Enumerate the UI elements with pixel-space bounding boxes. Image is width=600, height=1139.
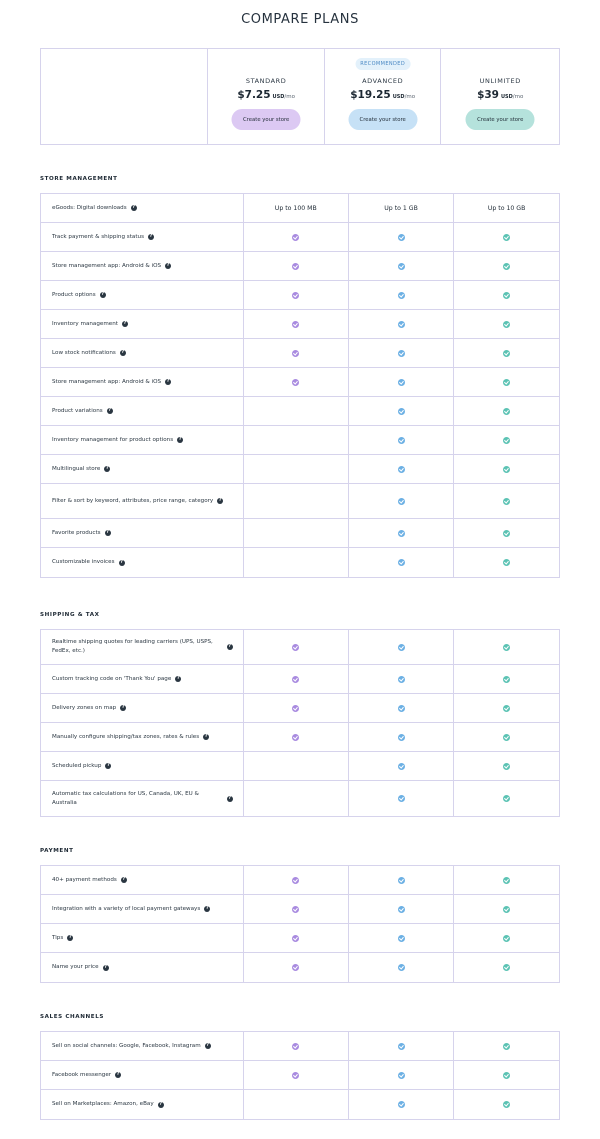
help-icon[interactable]: ?: [228, 795, 231, 801]
plan-cell-standard: [244, 1032, 349, 1060]
plan-name: STANDARD: [245, 77, 287, 85]
plan-cell-advanced: [349, 281, 454, 309]
table-row: [41, 752, 559, 781]
feature-label-cell: [41, 484, 244, 518]
help-icon[interactable]: ?: [106, 466, 109, 471]
check-icon: [503, 559, 510, 566]
check-icon: [398, 379, 405, 386]
plan-cell-advanced: [349, 484, 454, 518]
price-period: /mo: [512, 94, 524, 100]
feature-label: Inventory management for product options: [52, 436, 174, 443]
table-row: [41, 665, 559, 694]
check-icon: [292, 734, 299, 741]
plan-cell-unlimited: [454, 866, 559, 894]
feature-label: Filter & sort by keyword, attributes, price range, category: [52, 497, 214, 504]
plan-name: ADVANCED: [362, 77, 404, 85]
table-row: [41, 368, 559, 397]
plan-cell-standard: [244, 665, 349, 693]
plan-cell-advanced: [349, 752, 454, 780]
plan-cell-standard: Up to 100 MB: [244, 194, 349, 222]
plan-cell-unlimited: [454, 1032, 559, 1060]
plan-cell-standard: [244, 1090, 349, 1119]
plan-cell-advanced: [349, 781, 454, 816]
plan-cell-advanced: [349, 397, 454, 425]
help-icon[interactable]: ?: [178, 437, 182, 442]
check-icon: [398, 877, 405, 884]
check-icon: [398, 795, 405, 802]
price-value: $19.25: [350, 89, 391, 101]
table-row: [41, 866, 559, 895]
table-shipping-tax: [40, 629, 560, 817]
check-icon: [292, 676, 299, 683]
create-store-button-advanced[interactable]: Create your store: [348, 109, 417, 130]
check-icon: [503, 644, 510, 651]
plan-cell-advanced: [349, 866, 454, 894]
check-icon: [503, 1072, 510, 1079]
table-row: [41, 194, 559, 223]
plan-name: UNLIMITED: [479, 77, 521, 85]
check-icon: [503, 705, 510, 712]
plan-cell-advanced: [349, 223, 454, 251]
help-icon[interactable]: ?: [205, 906, 209, 911]
plan-standard: [208, 49, 325, 144]
table-row: [41, 339, 559, 368]
table-row: [41, 455, 559, 484]
table-row: [41, 781, 559, 816]
feature-label-cell: [41, 895, 244, 923]
feature-label: Sell on Marketplaces: Amazon, eBay: [52, 1101, 154, 1107]
plan-cell-standard: [244, 281, 349, 309]
help-icon[interactable]: ?: [120, 559, 123, 565]
check-icon: [398, 530, 405, 537]
help-icon[interactable]: ?: [206, 1043, 209, 1048]
plan-cell-unlimited: [454, 548, 559, 577]
help-icon[interactable]: ?: [218, 498, 222, 503]
check-icon: [292, 1043, 299, 1050]
price-currency: USD: [392, 94, 405, 100]
check-icon: [503, 234, 510, 241]
feature-label: Track payment & shipping status: [52, 233, 144, 240]
plan-cell-unlimited: [454, 953, 559, 982]
table-row: [41, 630, 559, 665]
section-title-sales-channels: SALES CHANNELS: [40, 1014, 105, 1020]
feature-label: Favorite products: [52, 529, 101, 536]
plan-cell-advanced: [349, 924, 454, 952]
check-icon: [292, 350, 299, 357]
table-row: [41, 924, 559, 953]
plan-cell-advanced: [349, 548, 454, 577]
plan-cell-standard: [244, 223, 349, 251]
plan-cell-advanced: [349, 519, 454, 547]
check-icon: [292, 234, 299, 241]
feature-label: Customizable invoices: [52, 559, 115, 565]
plan-cell-advanced: [349, 310, 454, 338]
feature-label-cell: [41, 1032, 244, 1060]
plan-cell-unlimited: Up to 10 GB: [487, 204, 526, 212]
price-period: /mo: [404, 94, 416, 100]
plan-cell-unlimited: [454, 752, 559, 780]
feature-label: Custom tracking code on 'Thank You' page: [52, 675, 172, 682]
plan-price: [325, 89, 441, 101]
table-row: [41, 1061, 559, 1090]
check-icon: [398, 705, 405, 712]
plan-cell-standard: [244, 781, 349, 816]
feature-label: Inventory management: [52, 320, 118, 327]
check-icon: [503, 935, 510, 942]
help-icon[interactable]: ?: [101, 292, 104, 297]
plan-cell-advanced: [349, 694, 454, 722]
feature-label: Integration with a variety of local payment gateways: [52, 905, 201, 912]
plan-price: [441, 89, 559, 101]
plan-cell-standard: [244, 953, 349, 982]
plan-cell-advanced: [349, 630, 454, 664]
help-icon[interactable]: ?: [132, 205, 135, 210]
feature-label: Automatic tax calculations for US, Canada, UK, EU & Australia: [52, 790, 199, 806]
check-icon: [398, 466, 405, 473]
feature-label: Scheduled pickup: [52, 762, 102, 769]
table-row: [41, 397, 559, 426]
feature-label: Realtime shipping quotes for leading carriers (UPS, USPS, FedEx, etc.): [52, 639, 213, 654]
check-icon: [398, 559, 405, 566]
check-icon: [398, 1072, 405, 1079]
check-icon: [398, 350, 405, 357]
table-row: [41, 548, 559, 577]
table-row: [41, 953, 559, 982]
plan-cell-unlimited: [454, 368, 559, 396]
feature-label: Delivery zones on map: [52, 704, 117, 711]
table-row: [41, 1032, 559, 1061]
check-icon: [503, 292, 510, 299]
plan-cell-standard: [244, 866, 349, 894]
table-row: [41, 1090, 559, 1119]
check-icon: [398, 321, 405, 328]
plan-cell-unlimited: [454, 924, 559, 952]
check-icon: [503, 795, 510, 802]
check-icon: [292, 877, 299, 884]
plan-cell-unlimited: [454, 281, 559, 309]
feature-label-cell: [41, 455, 244, 483]
section-title-payment: PAYMENT: [40, 848, 74, 854]
feature-label-cell: [41, 223, 244, 251]
plan-cell-standard: [244, 895, 349, 923]
feature-label-cell: [41, 694, 244, 722]
check-icon: [503, 877, 510, 884]
plan-cell-standard: [244, 368, 349, 396]
check-icon: [503, 466, 510, 473]
help-icon[interactable]: ?: [104, 964, 107, 970]
check-icon: [292, 705, 299, 712]
check-icon: [292, 263, 299, 270]
plan-cell-unlimited: [454, 694, 559, 722]
help-icon[interactable]: ?: [149, 234, 153, 239]
plan-cell-advanced: [349, 723, 454, 751]
check-icon: [503, 734, 510, 741]
feature-label-cell: [41, 194, 244, 222]
help-icon[interactable]: ?: [108, 408, 111, 413]
feature-label-cell: [41, 310, 244, 338]
page-title: COMPARE PLANS: [241, 12, 359, 27]
plan-cell-unlimited: [454, 665, 559, 693]
plan-price: [208, 89, 324, 101]
plan-cell-standard: [244, 455, 349, 483]
price-currency: USD: [500, 94, 513, 100]
feature-label-cell: [41, 519, 244, 547]
check-icon: [398, 437, 405, 444]
table-row: [41, 484, 559, 519]
plan-cell-advanced: [349, 665, 454, 693]
plan-cell-standard: [244, 752, 349, 780]
plan-cell-standard: [244, 924, 349, 952]
plan-cell-unlimited: [454, 519, 559, 547]
plan-cell-unlimited: [454, 252, 559, 280]
create-store-button-standard[interactable]: Create your store: [232, 109, 301, 130]
plan-cell-advanced: [349, 895, 454, 923]
check-icon: [398, 498, 405, 505]
check-icon: [398, 734, 405, 741]
feature-label-cell: [41, 1090, 244, 1119]
feature-label: Facebook messenger: [52, 1071, 112, 1078]
plan-cell-advanced: [349, 368, 454, 396]
check-icon: [503, 906, 510, 913]
check-icon: [398, 906, 405, 913]
feature-label-cell: [41, 866, 244, 894]
table-row: [41, 895, 559, 924]
feature-label-cell: [41, 339, 244, 367]
plan-cell-advanced: Up to 1 GB: [349, 194, 454, 222]
help-icon[interactable]: ?: [68, 935, 72, 940]
check-icon: [398, 964, 405, 971]
table-sales-channels: [40, 1031, 560, 1120]
help-icon[interactable]: ?: [159, 1101, 162, 1107]
check-icon: [292, 1072, 299, 1079]
help-icon[interactable]: ?: [106, 530, 109, 535]
feature-label-cell: [41, 397, 244, 425]
plan-cell-advanced: [349, 953, 454, 982]
plan-unlimited: [441, 49, 559, 144]
price-value: $39: [477, 89, 499, 101]
plan-cell-unlimited: [454, 781, 559, 816]
plan-cell-advanced: [349, 1032, 454, 1060]
feature-label-cell: [41, 752, 244, 780]
table-payment: [40, 865, 560, 983]
table-row: [41, 310, 559, 339]
plan-cell-standard: [244, 548, 349, 577]
feature-label: Store management app: Android & iOS: [52, 378, 162, 385]
header-blank-cell: [41, 49, 208, 144]
feature-label-cell: [41, 281, 244, 309]
plan-cell-unlimited: [454, 397, 559, 425]
feature-label-cell: [41, 781, 244, 816]
feature-label: Multilingual store: [52, 465, 101, 472]
plan-cell-unlimited: [454, 1061, 559, 1089]
plan-cell-standard: [244, 310, 349, 338]
feature-label: Product variations: [52, 407, 103, 414]
plan-cell-advanced: [349, 339, 454, 367]
check-icon: [503, 263, 510, 270]
price-value: $7.25: [237, 89, 271, 101]
plan-cell-standard: [244, 723, 349, 751]
check-icon: [503, 763, 510, 770]
plan-cell-unlimited: [454, 484, 559, 518]
section-title-shipping-tax: SHIPPING & TAX: [40, 612, 100, 618]
table-store-management: [40, 193, 560, 578]
plan-cell-standard: [244, 630, 349, 664]
feature-label-cell: [41, 426, 244, 454]
table-row: [41, 723, 559, 752]
check-icon: [292, 292, 299, 299]
plan-cell-standard: [244, 426, 349, 454]
check-icon: [398, 763, 405, 770]
plan-advanced: [325, 49, 442, 144]
help-icon[interactable]: ?: [204, 734, 208, 739]
feature-label: eGoods: Digital downloads: [52, 204, 127, 211]
plan-cell-unlimited: [454, 455, 559, 483]
check-icon: [503, 676, 510, 683]
check-icon: [503, 1101, 510, 1108]
check-icon: [292, 906, 299, 913]
plan-cell-unlimited: [454, 1090, 559, 1119]
table-row: [41, 426, 559, 455]
plan-cell-standard: [244, 339, 349, 367]
feature-label-cell: [41, 723, 244, 751]
check-icon: [503, 437, 510, 444]
plan-cell-standard: [244, 519, 349, 547]
help-icon[interactable]: ?: [166, 263, 170, 268]
help-icon[interactable]: ?: [107, 763, 110, 768]
plan-cell-advanced: [349, 455, 454, 483]
table-row: [41, 223, 559, 252]
plan-cell-unlimited: [454, 310, 559, 338]
table-row: [41, 252, 559, 281]
plan-cell-advanced: [349, 426, 454, 454]
section-title-store-management: STORE MANAGEMENT: [40, 176, 118, 182]
check-icon: [398, 292, 405, 299]
plan-cell-unlimited: [454, 895, 559, 923]
plan-cell-standard: [244, 484, 349, 518]
feature-label-cell: [41, 548, 244, 577]
check-icon: [398, 408, 405, 415]
help-icon[interactable]: ?: [122, 877, 126, 882]
price-period: /mo: [284, 94, 295, 100]
plan-cell-advanced: [349, 252, 454, 280]
check-icon: [503, 350, 510, 357]
feature-label: Low stock notifications: [52, 349, 116, 356]
check-icon: [503, 321, 510, 328]
plan-cell-unlimited: [454, 223, 559, 251]
plan-cell-unlimited: [454, 723, 559, 751]
feature-label-cell: [41, 1061, 244, 1089]
check-icon: [398, 1101, 405, 1108]
plan-cell-standard: [244, 694, 349, 722]
price-currency: USD: [272, 94, 285, 100]
check-icon: [503, 964, 510, 971]
check-icon: [292, 321, 299, 328]
feature-label: 40+ payment methods: [52, 876, 117, 883]
check-icon: [503, 498, 510, 505]
feature-label: Product options: [52, 291, 96, 298]
plan-cell-unlimited: [454, 339, 559, 367]
plan-cell-advanced: [349, 1090, 454, 1119]
check-icon: [503, 408, 510, 415]
help-icon[interactable]: ?: [228, 644, 231, 649]
help-icon[interactable]: ?: [166, 379, 170, 384]
check-icon: [398, 263, 405, 270]
help-icon[interactable]: ?: [121, 350, 125, 355]
check-icon: [398, 644, 405, 651]
plan-cell-advanced: [349, 1061, 454, 1089]
feature-label: Sell on social channels: Google, Facebook, Instagram: [52, 1042, 201, 1049]
check-icon: [292, 379, 299, 386]
table-row: [41, 519, 559, 548]
feature-label-cell: [41, 665, 244, 693]
table-row: [41, 694, 559, 723]
feature-label: Tips: [52, 934, 64, 941]
feature-label: Name your price: [52, 964, 99, 970]
check-icon: [292, 964, 299, 971]
feature-label-cell: [41, 252, 244, 280]
recommended-badge: RECOMMENDED: [355, 58, 410, 70]
feature-label: Manually configure shipping/tax zones, rates & rules: [52, 733, 200, 740]
check-icon: [398, 1043, 405, 1050]
check-icon: [292, 935, 299, 942]
check-icon: [398, 234, 405, 241]
plan-cell-unlimited: [454, 630, 559, 664]
plans-header: [40, 48, 560, 145]
help-icon[interactable]: ?: [116, 1072, 120, 1077]
feature-label: Store management app: Android & iOS: [52, 262, 162, 269]
check-icon: [398, 676, 405, 683]
check-icon: [503, 530, 510, 537]
feature-label-cell: [41, 368, 244, 396]
help-icon[interactable]: ?: [177, 676, 180, 681]
create-store-button-unlimited[interactable]: Create your store: [466, 109, 535, 130]
help-icon[interactable]: ?: [121, 705, 125, 710]
feature-label-cell: [41, 953, 244, 982]
check-icon: [503, 1043, 510, 1050]
check-icon: [398, 935, 405, 942]
help-icon[interactable]: ?: [123, 321, 127, 326]
plan-cell-standard: [244, 252, 349, 280]
plan-cell-standard: [244, 397, 349, 425]
feature-label-cell: [41, 924, 244, 952]
plan-cell-unlimited: [454, 426, 559, 454]
plan-cell-standard: [244, 1061, 349, 1089]
feature-label-cell: [41, 630, 244, 664]
check-icon: [503, 379, 510, 386]
check-icon: [292, 644, 299, 651]
table-row: [41, 281, 559, 310]
